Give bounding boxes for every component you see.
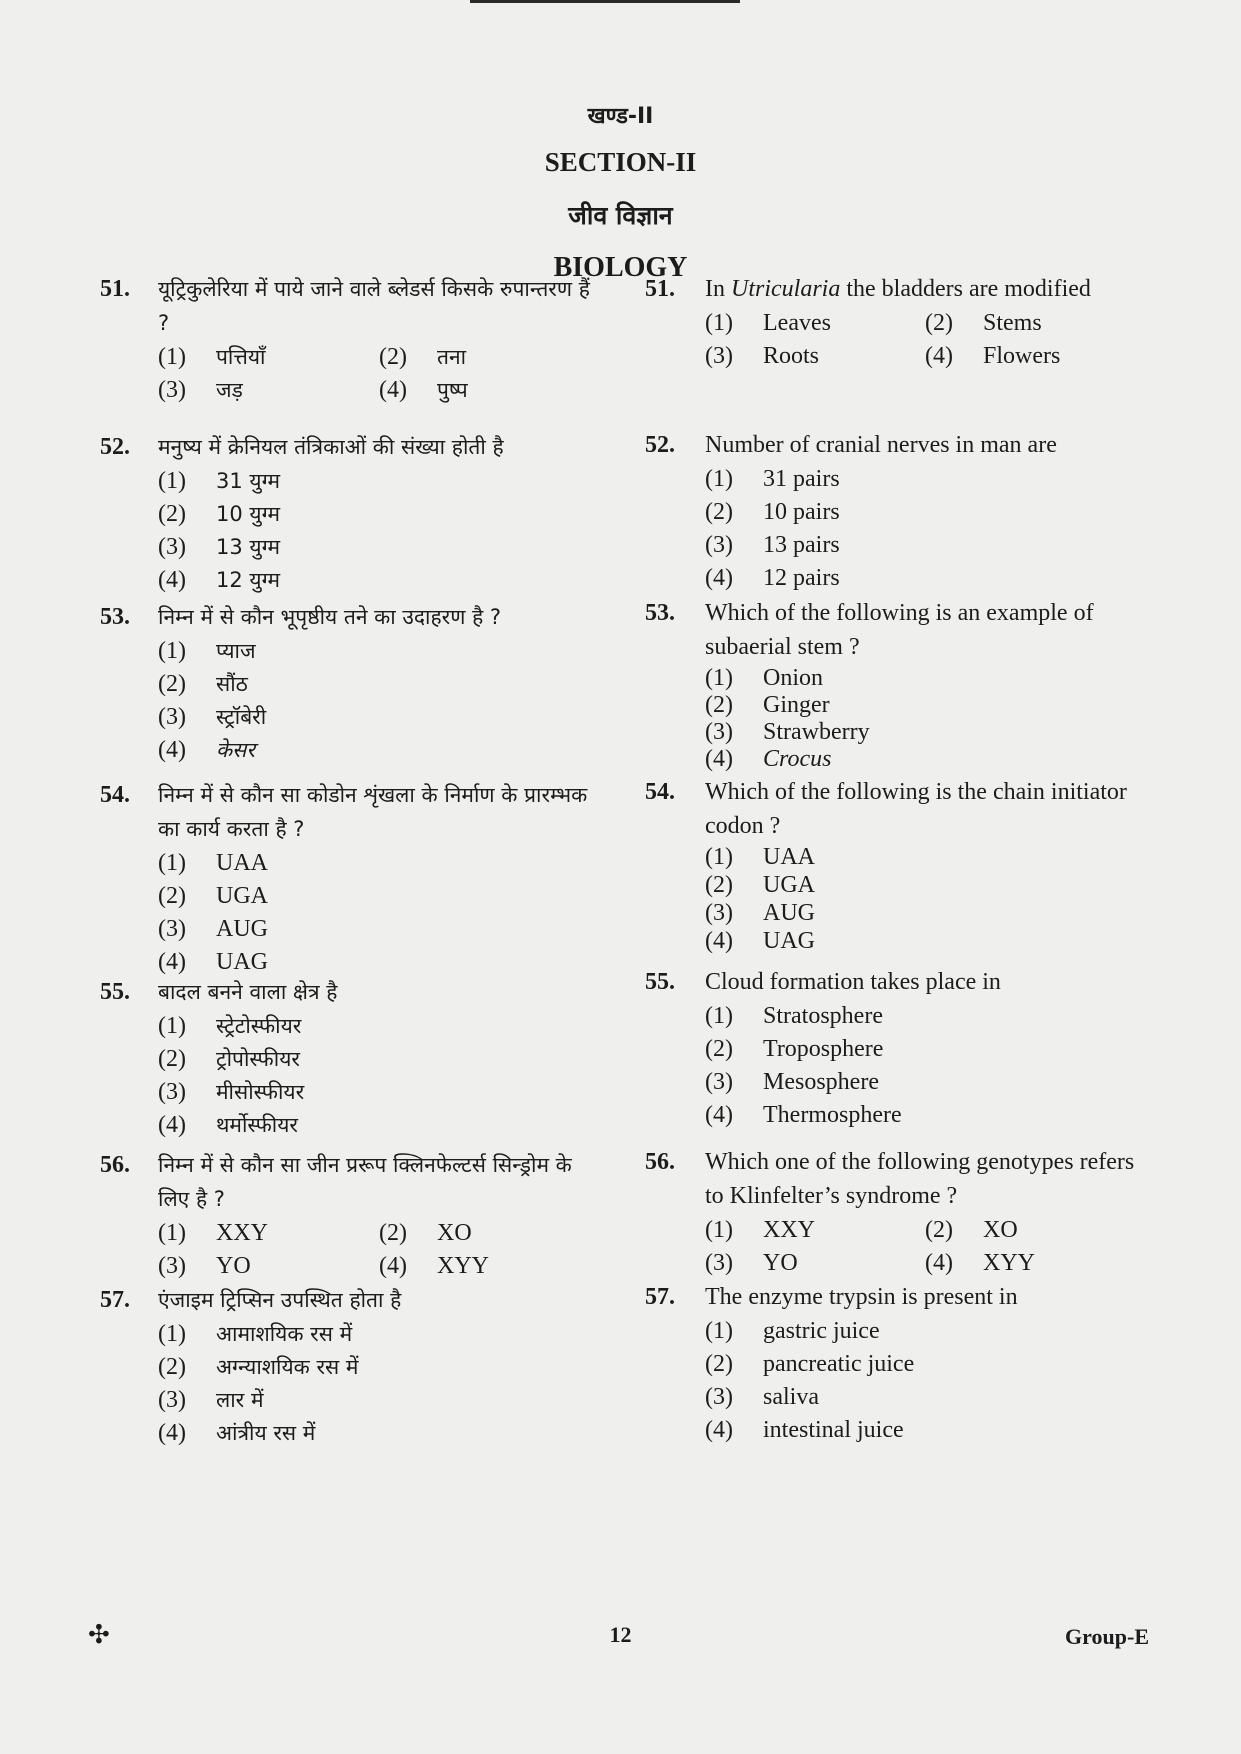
question-text: Which of the following is the chain initiator codon ? [705,779,1127,839]
question-number: 56. [100,1152,130,1178]
option-3: (3) मीसोस्फीयर [158,1078,305,1105]
option-3: (3) जड़ [158,376,243,403]
question-text: यूट्रिकुलेरिया में पाये जाने वाले ब्लेडर्स किसके रुपान्तरण हैं ? [158,277,590,335]
option-2: (2) Troposphere [705,1035,884,1062]
option-1: (1) प्याज [158,637,256,664]
options [705,999,1145,1131]
question-number: 55. [645,969,675,995]
options [705,843,1145,955]
options [158,464,600,596]
option-2: (2) XO [925,1216,1018,1243]
option-3: (3) AUG [705,900,815,926]
question-hindi-56 [100,1148,600,1282]
question-text: Number of cranial nerves in man are [705,432,1057,458]
question-number: 54. [645,779,675,805]
question-hindi-53 [100,600,600,766]
species-name: Utricularia [731,276,841,302]
options [158,1317,600,1449]
question-hindi-55 [100,975,600,1141]
question-english-51 [645,272,1145,372]
question-english-53 [645,596,1145,772]
option-4: (4) थर्मोस्फीयर [158,1111,298,1138]
option-1: (1) Leaves [705,309,831,336]
question-number: 53. [645,600,675,626]
option-3: (3) YO [705,1249,798,1276]
options [705,1213,1145,1279]
section-title-hindi: खण्ड-II [587,104,654,129]
option-3: (3) Roots [705,342,820,369]
question-text: Cloud formation takes place in [705,969,1001,995]
question-hindi-57 [100,1283,600,1449]
option-1: (1) पत्तियाँ [158,343,266,370]
option-1: (1) UAA [705,844,815,870]
option-3: (3) 13 युग्म [158,533,281,560]
option-4: (4) Thermosphere [705,1101,902,1128]
question-text: The enzyme trypsin is present in [705,1284,1018,1310]
option-4: (4) पुष्प [379,376,468,403]
option-1: (1) स्ट्रेटोस्फीयर [158,1012,302,1039]
question-english-54 [645,775,1145,955]
question-number: 56. [645,1149,675,1175]
options [705,306,1145,372]
option-4: (4) XYY [925,1249,1035,1276]
option-1: (1) UAA [158,849,268,876]
option-4: (4) UAG [158,948,268,975]
option-1: (1) 31 युग्म [158,467,281,494]
options [705,664,1145,772]
question-text: Which of the following is an example of subaerial stem ? [705,600,1094,660]
options [158,1216,600,1282]
option-2: (2) सौंठ [158,670,248,697]
question-english-56 [645,1145,1145,1279]
question-number: 55. [100,979,130,1005]
option-3: (3) Strawberry [705,718,870,745]
option-4: (4) XYY [379,1252,489,1279]
option-1: (1) XXY [705,1216,815,1243]
question-hindi-51 [100,272,600,406]
question-text: निम्न में से कौन सा जीन प्ररूप क्लिनफेल्टर्स सिन्ड्रोम के लिए है ? [158,1153,572,1211]
option-3: (3) AUG [158,915,268,942]
option-1: (1) XXY [158,1219,268,1246]
question-number: 57. [645,1284,675,1310]
option-2: (2) UGA [705,872,815,898]
option-4: (4) UAG [705,928,815,954]
question-text: निम्न में से कौन सा कोडोन शृंखला के निर्माण के प्रारम्भक का कार्य करता है ? [158,783,588,841]
question-text: एंजाइम ट्रिप्सिन उपस्थित होता है [158,1288,402,1312]
subject-title-hindi: जीव विज्ञान [568,201,673,230]
question-text: बादल बनने वाला क्षेत्र है [158,980,338,1004]
question-hindi-54 [100,778,600,978]
options [705,462,1145,594]
registration-mark-icon: ✣ [88,1620,110,1650]
question-text: मनुष्य में क्रेनियल तंत्रिकाओं की संख्या होती है [158,435,504,459]
options [705,1314,1145,1446]
option-2: (2) pancreatic juice [705,1350,915,1377]
option-2: (2) Ginger [705,691,830,718]
question-english-55 [645,965,1145,1131]
option-1: (1) gastric juice [705,1317,880,1344]
option-2: (2) UGA [158,882,268,909]
option-4: (4) Flowers [925,342,1061,369]
option-4: (4) 12 युग्म [158,566,281,593]
option-2: (2) अग्न्याशयिक रस में [158,1353,359,1380]
option-1: (1) आमाशयिक रस में [158,1320,353,1347]
question-number: 54. [100,782,130,808]
option-4: (4) आंत्रीय रस में [158,1419,316,1446]
option-2: (2) 10 pairs [705,498,840,525]
option-1: (1) 31 pairs [705,465,840,492]
question-english-52 [645,428,1145,594]
page-number: 12 [609,1622,632,1647]
option-2: (2) 10 युग्म [158,500,281,527]
options [158,846,600,978]
option-3: (3) स्ट्रॉबेरी [158,703,267,730]
option-2: (2) XO [379,1219,472,1246]
option-3: (3) Mesosphere [705,1068,879,1095]
top-rule [470,0,740,3]
option-2: (2) Stems [925,309,1042,336]
question-text: In Utricularia the bladders are modified [705,276,1091,302]
option-4: (4) केसर [158,736,255,763]
options [158,340,600,406]
question-number: 52. [100,434,130,460]
question-number: 51. [645,276,675,302]
option-3: (3) 13 pairs [705,531,840,558]
question-text: निम्न में से कौन भूपृष्ठीय तने का उदाहरण है ? [158,605,502,629]
option-2: (2) तना [379,343,467,370]
question-number: 51. [100,276,130,302]
options [158,1009,600,1141]
option-2: (2) ट्रोपोस्फीयर [158,1045,300,1072]
option-4: (4) intestinal juice [705,1416,904,1443]
option-4: (4) Crocus [705,745,832,772]
question-number: 52. [645,432,675,458]
section-title: SECTION-II [544,147,697,177]
question-number: 53. [100,604,130,630]
question-number: 57. [100,1287,130,1313]
option-3: (3) saliva [705,1383,819,1410]
group-label: Group-E [1065,1624,1149,1649]
option-1: (1) Onion [705,664,823,691]
options [158,634,600,766]
subject-title: BIOLOGY [553,252,688,283]
option-3: (3) YO [158,1252,251,1279]
question-hindi-52 [100,430,600,596]
question-text: Which one of the following genotypes refers to Klinfelter’s syndrome ? [705,1149,1135,1209]
option-3: (3) लार में [158,1386,264,1413]
option-4: (4) 12 pairs [705,564,840,591]
question-english-57 [645,1280,1145,1446]
option-1: (1) Stratosphere [705,1002,883,1029]
